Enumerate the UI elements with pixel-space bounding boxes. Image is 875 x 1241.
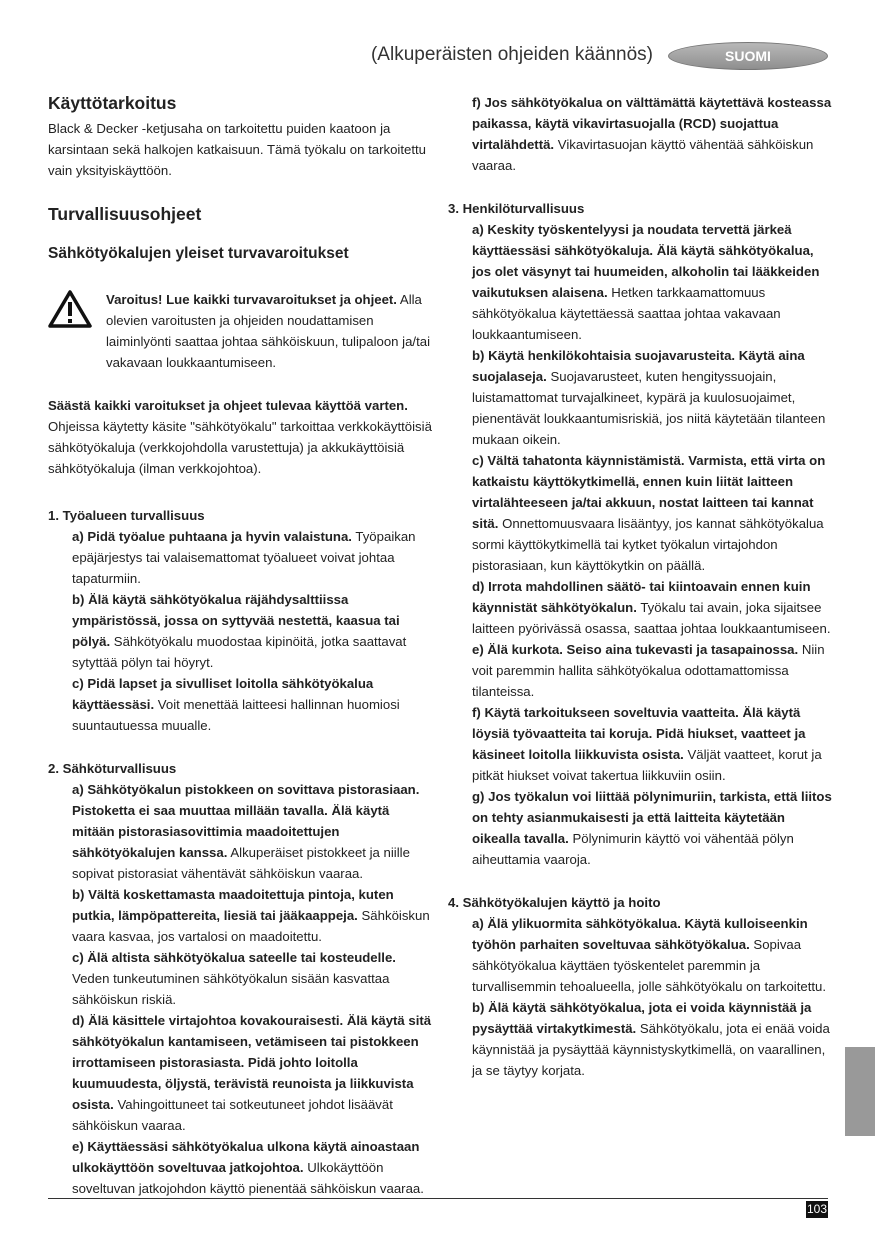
item-text: Alkuperäiset pistokkeet ja niille sopivat pistorasiat vähentävät sähköiskun vaaraa. bbox=[72, 845, 410, 881]
item-text: Työkalu tai avain, joka sijaitsee laitteen pyörivässä osassa, saattaa johtaa loukkaantumiseen. bbox=[472, 600, 831, 636]
item-bold: e) Käyttäessäsi sähkötyökalua ulkona käytä ainoastaan ulkokäyttöön soveltuvaa jatkojohtoa. bbox=[72, 1139, 420, 1175]
section-2-items-continued bbox=[448, 92, 832, 176]
item-bold: f) Jos sähkötyökalua on välttämättä käytettävä kosteassa paikassa, käytä vikavirtasuojalla (RCD) suojattua virtalähdettä. bbox=[472, 95, 832, 152]
item-bold: d) Irrota mahdollinen säätö- tai kiintoavain ennen kuin käynnistät sähkötyökalun. bbox=[472, 579, 811, 615]
warning-triangle-icon bbox=[48, 289, 92, 329]
page-number: 103 bbox=[806, 1202, 828, 1216]
item-text: Voit menettää laitteesi hallinnan huomiosi suuntautuessa muualle. bbox=[72, 697, 400, 733]
item-bold: a) Älä ylikuormita sähkötyökalua. Käytä kulloiseenkin työhön parhaiten soveltuvaa sähkötyökalua. bbox=[472, 916, 808, 952]
list-item bbox=[472, 450, 832, 576]
item-bold: c) Älä altista sähkötyökalua sateelle tai kosteudelle. bbox=[72, 950, 396, 965]
item-text: Pölynimurin käyttö voi vähentää pölyn aiheuttamia vaaroja. bbox=[472, 831, 794, 867]
item-text: Väljät vaatteet, korut ja pitkät hiukset voivat takertua liikkuviin osiin. bbox=[472, 747, 822, 783]
item-text: Onnettomuusvaara lisääntyy, jos kannat sähkötyökalua sormi käyttökytkimellä tai kytket työkalun virtajohdon pistorasiaan, kun käyttökytkin on päällä. bbox=[472, 516, 824, 573]
section-2-items bbox=[48, 779, 432, 1199]
item-text: Suojavarusteet, kuten hengityssuojain, luistamattomat turvajalkineet, kypärä ja kuulosuojaimet, pienentävät loukkaantumisriskiä, jos niitä käytetään tilanteen mukaan oikein. bbox=[472, 369, 826, 447]
item-bold: c) Vältä tahatonta käynnistämistä. Varmista, että virta on katkaistu käyttökytkimellä, ennen kuin liität laitteen virtalähteeseen ja/tai akkuun, nostat laitteen tai kannat sitä. bbox=[472, 453, 826, 531]
keep-instructions bbox=[48, 395, 432, 479]
keep-instructions-bold: Säästä kaikki varoitukset ja ohjeet tulevaa käyttöä varten. bbox=[48, 398, 408, 413]
list-item bbox=[72, 1136, 432, 1199]
item-text: Sähkötyökalu muodostaa kipinöitä, jotka saattavat sytyttää pölyn tai höyryt. bbox=[72, 634, 407, 670]
item-bold: e) Älä kurkota. Seiso aina tukevasti ja tasapainossa. bbox=[472, 642, 799, 657]
general-warnings-subheading: Sähkötyökalujen yleiset turvavaroitukset bbox=[48, 245, 349, 262]
list-item bbox=[472, 576, 832, 639]
list-item bbox=[472, 913, 832, 997]
warning-bold: Varoitus! Lue kaikki turvavaroitukset ja ohjeet. bbox=[106, 292, 397, 307]
item-text: Ulkokäyttöön soveltuvan jatkojohdon käyttö pienentää sähköiskun vaaraa. bbox=[72, 1160, 424, 1196]
section-2-title: 2. Sähköturvallisuus bbox=[48, 761, 177, 776]
right-column bbox=[448, 92, 832, 1081]
item-bold: g) Jos työkalun voi liittää pölynimuriin, tarkista, että liitos on tehty asianmukaisesti ja että laitteita käytetään oikealla tavalla. bbox=[472, 789, 832, 846]
list-item bbox=[472, 345, 832, 450]
language-side-tab bbox=[845, 1047, 875, 1136]
item-bold: b) Käytä henkilökohtaisia suojavarusteita. Käytä aina suojalaseja. bbox=[472, 348, 805, 384]
warning-block bbox=[48, 289, 432, 373]
item-bold: b) Älä käytä sähkötyökalua, jota ei voida käynnistää ja pysäyttää virtakytkimestä. bbox=[472, 1000, 812, 1036]
list-item bbox=[72, 673, 432, 736]
section-3-title: 3. Henkilöturvallisuus bbox=[448, 201, 585, 216]
section-3-items bbox=[448, 219, 832, 870]
item-text: Vahingoittuneet tai sotkeutuneet johdot lisäävät sähköiskun vaaraa. bbox=[72, 1097, 393, 1133]
language-badge: SUOMI bbox=[668, 42, 828, 70]
item-text: Sähköiskun vaara kasvaa, jos vartalosi on maadoitettu. bbox=[72, 908, 430, 944]
section-4-title: 4. Sähkötyökalujen käyttö ja hoito bbox=[448, 895, 661, 910]
item-bold: d) Älä käsittele virtajohtoa kovakouraisesti. Älä käytä sitä sähkötyökalun kantamiseen, vetämiseen tai pistokkeen irrottamiseen pistorasiasta. Pidä johto loitolla kuumuudesta, öljystä, terävistä reunoista ja liikkuvista osista. bbox=[72, 1013, 432, 1112]
list-item bbox=[472, 702, 832, 786]
item-text: Veden tunkeutuminen sähkötyökalun sisään kasvattaa sähköiskun riskiä. bbox=[72, 971, 390, 1007]
section-4-items bbox=[448, 913, 832, 1081]
item-bold: a) Sähkötyökalun pistokkeen on sovittava pistorasiaan. Pistoketta ei saa muuttaa millään tavalla. Älä käytä mitään pistorasiasovittimia maadoitettujen sähkötyökalujen kanssa. bbox=[72, 782, 420, 860]
keep-instructions-text: Ohjeissa käytetty käsite "sähkötyökalu" tarkoittaa verkkokäyttöisiä sähkötyökaluja (verkkojohdolla varustettuja) ja akkukäyttöisiä sähkötyökaluja (ilman verkkojohtoa). bbox=[48, 419, 432, 476]
item-text: Niin voit paremmin hallita sähkötyökalua odottamattomissa tilanteissa. bbox=[472, 642, 825, 699]
list-item bbox=[72, 589, 432, 673]
list-item bbox=[72, 1010, 432, 1136]
warning-body: Alla olevien varoitusten ja ohjeiden noudattamisen laiminlyönti saattaa johtaa sähköiskuun, tulipaloon ja/tai vakavaan loukkaantumiseen. bbox=[106, 292, 431, 370]
list-item bbox=[72, 947, 432, 1010]
item-text: Työpaikan epäjärjestys tai valaisemattomat työalueet voivat johtaa tapaturmiin. bbox=[72, 529, 416, 586]
item-bold: f) Käytä tarkoitukseen soveltuvia vaatteita. Älä käytä löysiä työvaatteita tai koruja. Pidä hiukset, vaatteet ja käsineet loitolla liikkuvista osista. bbox=[472, 705, 806, 762]
item-text: Vikavirtasuojan käyttö vähentää sähköiskun vaaraa. bbox=[472, 137, 814, 173]
item-text: Sopivaa sähkötyökalua käyttäen työskentelet paremmin ja turvallisemmin tehoalueella, jolle sähkötyökalu on tarkoitettu. bbox=[472, 937, 827, 994]
section-1-title: 1. Työalueen turvallisuus bbox=[48, 508, 205, 523]
item-bold: b) Älä käytä sähkötyökalua räjähdysalttiissa ympäristössä, jossa on syttyvää nestettä, kaasua tai pölyä. bbox=[72, 592, 400, 649]
intended-use-heading: Käyttötarkoitus bbox=[48, 93, 177, 113]
list-item bbox=[472, 92, 832, 176]
item-text: Hetken tarkkaamattomuus sähkötyökalua käytettäessä saattaa johtaa vakavaan loukkaantumiseen. bbox=[472, 285, 781, 342]
list-item bbox=[472, 786, 832, 870]
list-item bbox=[72, 884, 432, 947]
list-item bbox=[72, 526, 432, 589]
item-bold: a) Keskity työskentelyysi ja noudata tervettä järkeä käyttäessäsi sähkötyökaluja. Älä käytä sähkötyökalua, jos olet väsynyt tai huumeiden, alkoholin tai lääkkeiden vaikutuksen alaisena. bbox=[472, 222, 820, 300]
left-column bbox=[48, 92, 432, 1199]
item-bold: b) Vältä koskettamasta maadoitettuja pintoja, kuten putkia, lämpöpattereita, liesiä tai jääkaappeja. bbox=[72, 887, 394, 923]
intended-use-text: Black & Decker -ketjusaha on tarkoitettu puiden kaatoon ja karsintaan sekä halkojen katkaisuun. Tämä työkalu on tarkoitettu vain yksityiskäyttöön. bbox=[48, 121, 427, 178]
safety-heading: Turvallisuusohjeet bbox=[48, 204, 202, 224]
footer-rule bbox=[48, 1198, 828, 1199]
document-header-title: (Alkuperäisten ohjeiden käännös) bbox=[370, 44, 653, 65]
list-item bbox=[472, 639, 832, 702]
section-1-items bbox=[48, 526, 432, 736]
list-item bbox=[72, 779, 432, 884]
item-bold: c) Pidä lapset ja sivulliset loitolla sähkötyökalua käyttäessäsi. bbox=[72, 676, 374, 712]
list-item bbox=[472, 997, 832, 1081]
item-bold: a) Pidä työalue puhtaana ja hyvin valaistuna. bbox=[72, 529, 352, 544]
warning-text bbox=[106, 289, 432, 373]
list-item bbox=[472, 219, 832, 345]
item-text: Sähkötyökalu, jota ei enää voida käynnistää ja pysäyttää käynnistyskytkimellä, on vaarallinen, ja se täytyy korjata. bbox=[472, 1021, 830, 1078]
